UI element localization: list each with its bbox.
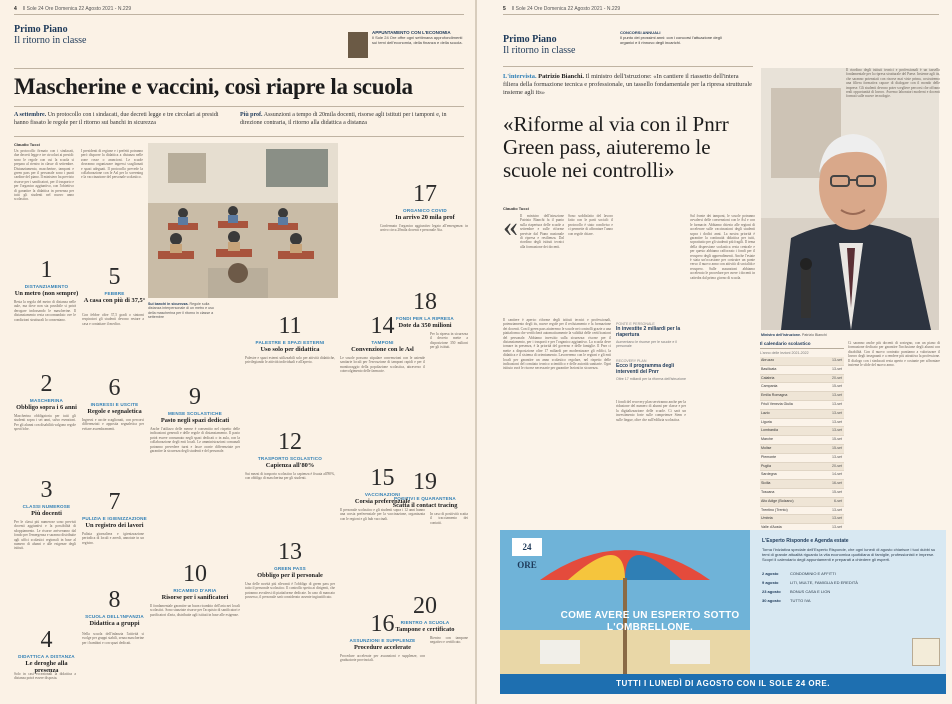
calendar-region: Lazio bbox=[761, 410, 770, 415]
advertisement[interactable] bbox=[500, 530, 946, 694]
calendar-region: Piemonte bbox=[761, 454, 777, 459]
school-calendar bbox=[760, 341, 844, 542]
body-text: Il ministro dell'istruzione Patrizio Bianchi fa il punto sulla riapertura delle scuole a settembre e sulle riforme previste dal Piano nazionale di ripresa e resilienza. Dal riordino degli istituti tecnici alla formazione dei docenti. bbox=[520, 214, 564, 249]
calendar-date: 13-set bbox=[832, 358, 842, 362]
calendar-region: Friuli Venezia Giulia bbox=[761, 401, 793, 406]
calendar-date: 13-set bbox=[832, 525, 842, 530]
folio-rule bbox=[14, 14, 464, 15]
calendar-row bbox=[760, 471, 844, 480]
calendar-row bbox=[760, 401, 844, 410]
ad-logo: 24 ORE bbox=[512, 538, 542, 556]
calendar-row bbox=[760, 445, 844, 454]
body-text: Procedure accelerate per assunzioni e supplenze, con graduatorie provinciali. bbox=[340, 654, 425, 663]
headline-rule bbox=[14, 106, 464, 107]
header-rule bbox=[14, 68, 464, 69]
calendar-date: 13-set bbox=[832, 366, 842, 371]
calendar-date: 13-set bbox=[832, 454, 842, 459]
calendar-date: 14-set bbox=[832, 472, 842, 477]
calendar-date: 13-set bbox=[832, 393, 842, 398]
top-box: CONCORSI ANNUALI Il punto dei prossimi anni: con i concorsi l'attuazione degli organici e il rinnovo degli incarichi. bbox=[620, 30, 722, 45]
calendar-row bbox=[760, 454, 844, 463]
body-text: In caso di positività scatta il tracciamento dei contatti. bbox=[430, 512, 468, 525]
body-text: Nella scuola dell'infanzia l'attività si svolge per gruppi stabili, senza mascherine per i bambini e con spazi dedicati. bbox=[82, 632, 144, 645]
calendar-subtitle: L'anno delle lezioni 2021-2022 bbox=[760, 351, 809, 355]
section-label: Primo Piano Il ritorno in classe bbox=[503, 34, 576, 56]
body-text: Sul fronte dei tamponi, le scuole potranno avvalersi delle convenzioni con le Asl e con le farmacie. Abbiamo chiesto alle regioni di accelerare sulle vaccinazioni degli studenti sopra i dodici anni. La nostra priorità è garantire la continuità didattica per tutti, soprattutto per gli studenti più fragili. Il tema della dispersione scolastica resta centrale e per questo abbiamo rafforzato i fondi per il recupero degli apprendimenti. Anche l'estate è stata un'occasione per costruire un ponte verso il nuovo anno con attività di socialità e recupero. Sulle assunzioni abbiamo accelerato le procedure per avere i docenti in cattedra dal primo giorno di scuola. bbox=[690, 214, 755, 280]
schedule-row: 23 agosto BONUS CASA E LION bbox=[762, 588, 831, 594]
ad-schedule bbox=[762, 571, 940, 603]
page-headline: Mascherine e vaccini, così riapre la scuola bbox=[14, 74, 413, 99]
left-page bbox=[0, 0, 475, 704]
calendar-date: 15-set bbox=[832, 384, 842, 389]
deck-rule bbox=[14, 136, 464, 137]
calendar-region: Calabria bbox=[761, 375, 775, 380]
body-text: Le scuole possono stipulare convenzioni con le aziende sanitarie locali per l'esecuzione di tamponi rapidi e per il monitoraggio della popolazione scolastica, attraverso il coinvolgimento delle farmacie. bbox=[340, 356, 425, 374]
calendar-row bbox=[760, 463, 844, 472]
calendar-date: 15-set bbox=[832, 489, 842, 494]
calendar-row bbox=[760, 392, 844, 401]
rule-item-5: 5 FEBBRE A casa con più di 37,5° bbox=[83, 264, 146, 304]
rule-item-11: 11 PALESTRE E SPAZI ESTERNI Uso solo per didattica bbox=[255, 313, 325, 353]
body-text: Per la ripresa in sicurezza il decreto mette a disposizione 350 milioni per gli istituti. bbox=[430, 332, 468, 350]
interview-intro: L'intervista. Patrizio Bianchi. Il ministro dell'istruzione: «In cantiere il riassetto dell'intera filiera della formazione tecnica e professionale, un tassello fondamentale per la ripresa strutturale insieme agli its» bbox=[503, 73, 752, 96]
calendar-title: Il calendario scolastico bbox=[760, 341, 844, 349]
rule-item-1: 1 DISTANZIAMENTO Un metro (non sempre) bbox=[14, 257, 79, 297]
byline: Claudio Tucci bbox=[14, 142, 40, 147]
rule-item-10: 10 RICAMBIO D'ARIA Risorse per i sanificatori bbox=[161, 561, 229, 601]
body-text: Pulizia giornaliera e igienizzazione periodica di locali e arredi, annotate in un registro. bbox=[82, 532, 144, 545]
body-text: Con febbre oltre 37,5 gradi o sintomi respiratori gli studenti devono restare a casa e contattare il medico. bbox=[82, 313, 144, 326]
ad-headline: COME AVERE UN ESPERTO SOTTO L'OMBRELLONE. bbox=[560, 610, 740, 633]
rule-item-7: 7 PULIZIA E IGIENIZZAZIONE Un registro dei lavori bbox=[82, 489, 147, 529]
photo-caption: Sui banchi in sicurezza. Regole sulla distanza interpersonale di un metro e uso della mascherina per il ritorno in classe a settembre bbox=[148, 302, 214, 320]
calendar-region: Umbria bbox=[761, 516, 773, 521]
ad-product-thumbnail bbox=[912, 638, 940, 666]
body-text: Ingressi e uscite scaglionati, con percorsi differenziati e apposita segnaletica per evitare assembramenti. bbox=[82, 418, 144, 431]
promo-box[interactable] bbox=[348, 30, 468, 64]
calendar-region: Emilia Romagna bbox=[761, 393, 788, 398]
calendar-region: Liguria bbox=[761, 419, 772, 424]
interview-headline: «Riforme al via con il Pnrr Green pass, aiuteremo le scuole nei controlli» bbox=[503, 112, 729, 182]
calendar-date: 15-set bbox=[832, 445, 842, 450]
calendar-row bbox=[760, 357, 844, 366]
ad-text: Torna l'iniziativa speciale dell'Esperto Risponde, che ogni lunedì di agosto chiarisce i tuoi dubbi su temi di grande attualità riguardo la vita economica quotidiana di famiglie, professionisti e imprese. Scopri il calendario degli appuntamenti e preparati a chiedere gli esperti. bbox=[762, 547, 936, 563]
rule-item-19: 19 POSITIVI E QUARANTENA Scatta il contact tracing bbox=[392, 469, 458, 509]
schedule-row: 9 agosto LITI, MULTE, FAMIGLIA ED EREDITÀ bbox=[762, 579, 858, 585]
calendar-date: 13-set bbox=[832, 507, 842, 512]
folio-rule bbox=[503, 14, 939, 15]
calendar-region: Basilicata bbox=[761, 366, 777, 371]
body-text: Solo in casi eccezionali la didattica a distanza potrà essere disposta. bbox=[14, 672, 76, 681]
calendar-date: 13-set bbox=[832, 401, 842, 406]
calendar-date: 16-set bbox=[832, 481, 842, 486]
schedule-row: 2 agosto CONDOMINIO E AFFITTI bbox=[762, 570, 836, 576]
rule-item-13: 13 GREEN PASS Obbligo per il personale bbox=[257, 539, 323, 579]
calendar-date: 15-set bbox=[832, 437, 842, 442]
calendar-date: 13-set bbox=[832, 410, 842, 415]
folio: 5 Il Sole 24 Ore Domenica 22 Agosto 2021 - N.229 bbox=[503, 6, 621, 12]
body-text: Palestre e spazi esterni utilizzabili solo per attività didattiche, privilegiando le attività individuali e all'aperto. bbox=[245, 356, 335, 365]
calendar-date: 13-set bbox=[832, 419, 842, 424]
body-text: Ci saranno anche più docenti di sostegno, con un piano di formazione dedicato per garantire l'inclusione degli alunni con disabilità. Con il nuovo contratto puntiamo a valorizzare il lavoro degli insegnanti e a rendere più attrattiva la professione. Il dialogo con i sindacati resta aperto e costante per affrontare insieme le sfide del nuovo anno. bbox=[848, 341, 940, 368]
body-text: I presidenti di regione e i prefetti potranno però disporre la didattica a distanza nelle zone rosse o arancioni. Le scuole dovranno organizzare ingressi scaglionati e spazi adeguati. Il protocollo prevede la collaborazione con le Asl per lo screening e la vaccinazione del personale scolastico. bbox=[81, 149, 143, 180]
key-box: RECOVERY PLAN Ecco il programma degli interventi del Pnrr Oltre 17 miliardi per la riforma dell'istruzione bbox=[616, 358, 686, 381]
calendar-region: Molise bbox=[761, 445, 772, 450]
calendar-region: Alto Adige (Bolzano) bbox=[761, 498, 794, 503]
ad-visual bbox=[500, 530, 750, 694]
calendar-region: Lombardia bbox=[761, 428, 778, 433]
calendar-row bbox=[760, 489, 844, 498]
folio: 4 Il Sole 24 Ore Domenica 22 Agosto 2021 - N.229 bbox=[14, 6, 132, 12]
calendar-region: Sardegna bbox=[761, 472, 777, 477]
calendar-row bbox=[760, 507, 844, 516]
body-text: Il personale scolastico e gli studenti sopra i 12 anni hanno una corsia preferenziale per la vaccinazione, organizzata con le regioni e gli hub vaccinali. bbox=[340, 508, 425, 521]
header-rule bbox=[503, 66, 753, 67]
calendar-region: Marche bbox=[761, 437, 773, 442]
body-text: I fondi del recovery plan serviranno anche per la riduzione del numero di alunni per classe e per la digitalizzazione delle scuole. Ci sarà un investimento forte sulle competenze Stem e sulle lingue, oltre che sull'edilizia scolastica. bbox=[616, 400, 686, 422]
calendar-row bbox=[760, 480, 844, 489]
deck-right: Più prof. Assunzioni a tempo di 20mila docenti, risorse agli istituti per i tamponi e, in direzione contraria, il ritorno alla didattica a distanza bbox=[240, 112, 447, 126]
body-text: Sui mezzi di trasporto scolastico la capienza è fissata all'80%, con obbligo di mascherina per gli studenti. bbox=[245, 472, 335, 481]
section-label: Primo Piano Il ritorno in classe bbox=[14, 24, 87, 46]
key-box: PONTE E PERSONALE In investite 2 miliardi per la riapertura Aumentano le risorse per le scuole e il personale bbox=[616, 322, 681, 349]
promo-text: Il Sole 24 Ore offre ogni settimana approfondimenti sui temi dell'economia, della finanza e della scuola. bbox=[372, 35, 463, 45]
body-text: Il cantiere è aperto: riforme degli istituti tecnici e professionali, potenziamento degli its, nuove regole per il reclutamento e la formazione dei docenti. Con il green pass aiuteremo le scuole nei controlli grazie a una piattaforma che verificherà automaticamente la validità delle certificazioni del personale. Abbiamo investito sulla sicurezza: risorse per il distanziamento, per i trasporti e per l'organico aggiuntivo. La scuola deve tornare in presenza, è la priorità del governo e delle famiglie. Il Pnrr ci mette a disposizione oltre 17 miliardi per modernizzare gli edifici, la didattica e il sistema di orientamento. Lavoreremo con le regioni e gli enti locali per garantire un anno scolastico regolare, nel rispetto delle indicazioni del comitato tecnico scientifico e delle autorità sanitarie. Ogni istituto avrà le risorse necessarie per garantire lezioni in sicurezza. bbox=[503, 318, 611, 371]
rule-item-2: 2 MASCHERINA Obbligo sopra i 6 anni bbox=[16, 371, 77, 411]
body-text: Il fondamentale garantire un buon ricambio dell'aria nei locali scolastici. Sono stanziate risorse per l'acquisto di sanificatori e purificatori d'aria, distribuite agli istituti in base alle esigenze. bbox=[150, 604, 240, 617]
rule-item-18: 18 FONDI PER LA RIPRESA Dote da 350 milioni bbox=[396, 289, 454, 329]
rule-item-8: 8 SCUOLA DELL'INFANZIA Didattica a gruppi bbox=[85, 587, 144, 627]
deck-left: A settembre. Un protocollo con i sindacati, due decreti legge e tre circolari ai presidi hanno fissato le regole per il ritorno sui banchi in sicurezza bbox=[14, 112, 219, 126]
byline: Claudio Tucci bbox=[503, 206, 529, 211]
calendar-region: Abruzzo bbox=[761, 358, 775, 362]
body-text: Resta la regola del metro di distanza nelle aule, ma dove non sia possibile si potrà derogare indossando le mascherine. Il distanziamento resta raccomandato ove le condizioni strutturali lo consentano. bbox=[14, 300, 76, 322]
classroom-photo bbox=[148, 143, 338, 298]
rule-item-20: 20 RIENTRO A SCUOLA Tampone e certificato bbox=[395, 593, 455, 633]
calendar-row bbox=[760, 498, 844, 507]
portrait-caption: Ministro dell'istruzione. Patrizio Bianchi bbox=[761, 333, 827, 337]
calendar-date: 20-set bbox=[832, 463, 842, 468]
page-gutter bbox=[475, 0, 477, 704]
calendar-region: Valle d'Aosta bbox=[761, 525, 782, 530]
body-text: Anche l'utilizzo delle mense è consentito nel rispetto delle indicazioni generali e delle regole di distanziamento. Il pasto potrà essere consumato negli spazi dedicati o in aula, con la collaborazione degli enti locali. Le amministrazioni comunali potranno prevedere turni e fasce orarie differenziate per garantire la sicurezza degli studenti e del personale. bbox=[150, 427, 240, 454]
schedule-row: 30 agosto TUTTO IVA bbox=[762, 597, 811, 603]
ad-details bbox=[762, 538, 940, 607]
rule-item-14: 14 TAMPONI Convenzione con le Asl bbox=[351, 313, 414, 353]
rule-item-12: 12 TRASPORTO SCOLASTICO Capienza all'80% bbox=[257, 429, 323, 469]
body-text: Sono soddisfatto del lavoro fatto con le parti sociali: il protocollo è stato condiviso e ci permette di affrontare l'anno con regole chiare. bbox=[568, 214, 613, 236]
calendar-region: Trentino (Trento) bbox=[761, 507, 788, 512]
rule-item-6: 6 INGRESSI E USCITE Regole e segnaletica bbox=[87, 375, 142, 415]
rule-item-4: 4 DIDATTICA A DISTANZA Le deroghe alla presenza bbox=[18, 627, 75, 674]
body-text: Rientro con tampone negativo e certificato. bbox=[430, 636, 468, 645]
calendar-date: 13-set bbox=[832, 428, 842, 433]
rule-item-16: 16 ASSUNZIONI E SUPPLENZE Procedure accelerate bbox=[349, 611, 416, 651]
rule-item-17: 17 ORGANICO COVID In arrivo 20 mila prof bbox=[395, 181, 455, 221]
calendar-row bbox=[760, 410, 844, 419]
body-text: Un protocollo firmato con i sindacati, due decreti legge e tre circolari ai presidi: sono le regole con cui la scuola si prepara al rientro in classe di settembre. Distanziamento, mascherine, tamponi e green pass per il personale sono i punti cardine del piano. Il ministero ha previsto risorse per i sanificatori, per il trasporto e per l'organico aggiuntivo, con l'obiettivo di garantire la didattica in presenza per tutti gli studenti nel nuovo anno scolastico. bbox=[14, 149, 74, 202]
body-text: Per le classi più numerose sono previsti docenti aggiuntivi e la possibilità di sdoppiamento. Le risorse arriveranno dal fondo per l'emergenza e saranno distribuite agli uffici scolastici regionali in base al numero di alunni e alle esigenze degli istituti. bbox=[14, 520, 76, 551]
calendar-row bbox=[760, 427, 844, 436]
calendar-row bbox=[760, 375, 844, 384]
rule-item-3: 3 CLASSI NUMEROSE Più docenti bbox=[22, 477, 71, 517]
calendar-date: 20-set bbox=[832, 375, 842, 380]
calendar-region: Puglia bbox=[761, 463, 771, 468]
quote-mark: « bbox=[503, 210, 518, 243]
classroom-illustration bbox=[148, 143, 338, 298]
calendar-row bbox=[760, 515, 844, 524]
calendar-region: Campania bbox=[761, 384, 778, 389]
calendar-row bbox=[760, 366, 844, 375]
rule-item-9: 9 MENSE SCOLASTICHE Pasto negli spazi dedicati bbox=[160, 384, 230, 424]
ad-footer: TUTTI I LUNEDÌ DI AGOSTO CON IL SOLE 24 ORE. bbox=[500, 674, 946, 694]
body-text: Una delle novità più rilevanti è l'obbligo di green pass per tutto il personale scolastico. Il controllo spetta ai dirigenti, che potranno avvalersi di piattaforme dedicate. In caso di mancato possesso, il personale sarà considerato assente ingiustificato. bbox=[245, 582, 335, 600]
calendar-region: Sicilia bbox=[761, 481, 771, 486]
body-text: Mascherina obbligatoria per tutti gli studenti sopra i sei anni, salvo esenzioni. Per gli alunni con disabilità valgono regole specifiche. bbox=[14, 414, 76, 432]
calendar-date: 6-set bbox=[834, 498, 842, 503]
calendar-row bbox=[760, 383, 844, 392]
rule-item-15: 15 VACCINAZIONI Corsia preferenziale bbox=[354, 465, 411, 505]
key-boxes bbox=[616, 322, 686, 391]
calendar-rows bbox=[760, 357, 844, 542]
promo-thumbnail bbox=[348, 32, 368, 58]
promo-title: APPUNTAMENTO CON L'ECONOMIA bbox=[372, 30, 451, 35]
body-text: Confermato l'organico aggiuntivo legato all'emergenza: in arrivo circa 20mila docenti e personale Ata. bbox=[380, 224, 468, 233]
calendar-row bbox=[760, 419, 844, 428]
calendar-region: Toscana bbox=[761, 489, 775, 494]
body-text: Il riordino degli istituti tecnici e professionali è un tassello fondamentale per la ripresa strutturale del Paese. Insieme agli its, che saranno potenziati con risorse mai viste prima, costruiremo una filiera formativa capace di dialogare con il mondo delle imprese. Gli studenti devono poter scegliere percorsi che offrano reali opportunità di lavoro. Avremo laboratori moderni e docenti formati sulle nuove tecnologie. bbox=[846, 68, 940, 99]
calendar-row bbox=[760, 436, 844, 445]
calendar-date: 13-set bbox=[832, 516, 842, 521]
ad-title: L'Esperto Risponde e Agenda estate bbox=[762, 538, 849, 544]
